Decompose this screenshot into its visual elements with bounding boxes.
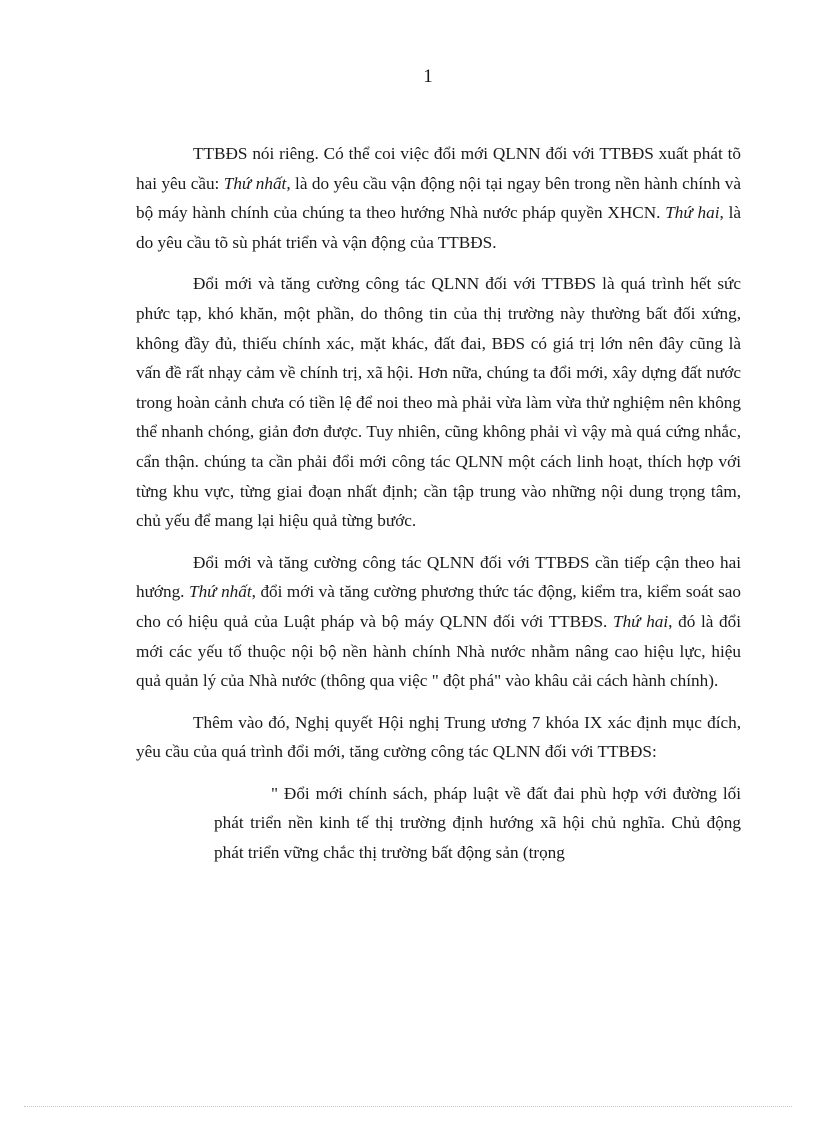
italic-emphasis: Thứ nhất [189,582,252,602]
body-paragraph [136,548,741,696]
page-number: 1 [423,66,433,87]
text-run: , là do yêu cầu tõ sù phát triển và vận động của TTBĐS. [136,203,741,252]
body-paragraph [136,269,741,535]
text-run: " Đổi mới chính sách, pháp luật về đất đai phù hợp với đường lối phát triển nền kinh tế thị trường định hướng xã hội chủ nghĩa. Chủ động phát triển vững chắc thị trường bất động sản (trọng [214,783,741,863]
text-run: Đổi mới và tăng cường công tác QLNN đối với TTBĐS cần tiếp cận theo hai hướng. [136,552,741,602]
quote-paragraph [214,779,741,868]
body-paragraph [136,708,741,767]
text-run: TTBĐS nói riêng. Có thể coi việc đổi mới QLNN đối với TTBĐS xuất phát tõ hai yêu cầu: [136,144,741,193]
document-body [136,139,741,880]
body-paragraph [136,139,741,257]
text-run: , đổi mới và tăng cường phương thức tác động, kiểm tra, kiểm soát sao cho có hiệu quả của Luật pháp và bộ máy QLNN đối với TTBĐS. [136,582,741,631]
text-run: , là do yêu cầu vận động nội tại ngay bên trong nền hành chính và bộ máy hành chính của chúng ta theo hướng Nhà nước pháp quyền XHCN. [136,173,741,223]
page-bottom-divider [24,1106,792,1107]
italic-emphasis: Thứ hai [665,203,720,223]
text-run: , đó là đổi mới các yếu tố thuộc nội bộ nền hành chính Nhà nước nhằm nâng cao hiệu lực, hiệu quả quản lý của Nhà nước (thông qua việc " đột phá" vào khâu cải cách hành chính). [136,611,741,691]
text-run: Thêm vào đó, Nghị quyết Hội nghị Trung ương 7 khóa IX xác định mục đích, yêu cầu của quá trình đổi mới, tăng cường công tác QLNN đối với TTBĐS: [136,712,741,762]
italic-emphasis: Thứ nhất [223,173,287,193]
text-run: Đổi mới và tăng cường công tác QLNN đối với TTBĐS là quá trình hết sức phức tạp, khó khăn, một phần, do thông tin của thị trường này thường bất đối xứng, không đầy đủ, thiếu chính xác, mặt khác, đất đai, BĐS có giá trị lớn nên đây cũng là vấn đề rất nhạy cảm về chính trị, xã hội. Hơn nữa, chúng ta đổi mới, xây dựng đất nước trong hoàn cảnh chưa có tiền lệ để noi theo mà phải vừa làm vừa thử nghiệm nên không thể nhanh chóng, giản đơn được. Tuy nhiên, cũng không phải vì vậy mà quá cứng nhắc, cẩn thận. chúng ta cần phải đổi mới công tác QLNN một cách linh hoạt, thích hợp với từng khu vực, từng giai đoạn nhất định; cần tập trung vào những nội dung trọng tâm, chủ yếu để mang lại hiệu quả từng bước. [136,274,741,531]
italic-emphasis: Thứ hai [613,611,669,631]
